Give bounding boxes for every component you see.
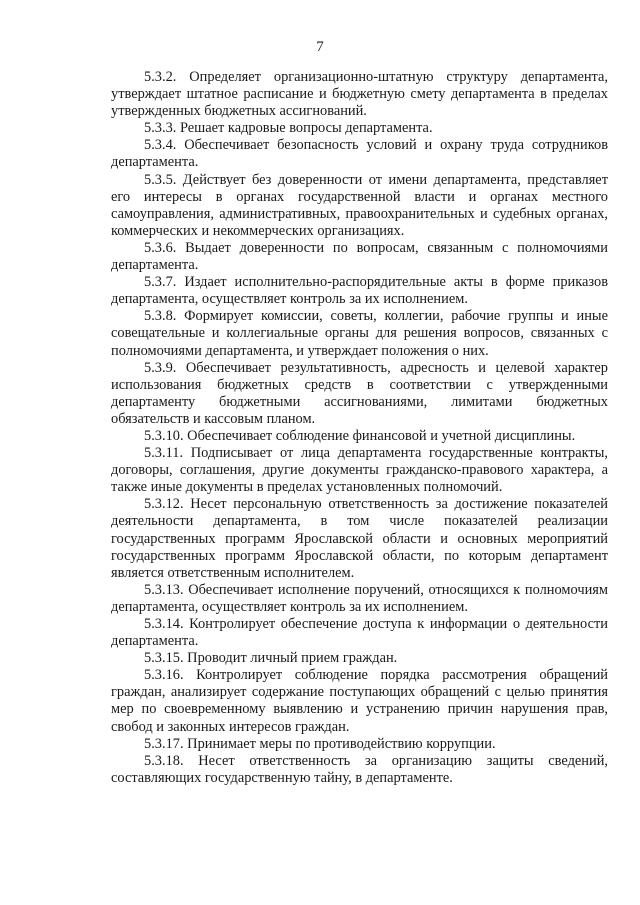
body-text <box>111 69 608 787</box>
paragraph-5-3-2: 5.3.2. Определяет организационно-штатную структуру департамента, утверждает штатное расписание и бюджетную смету департамента в пределах утвержденных бюджетных ассигнований. <box>111 69 608 120</box>
paragraph-5-3-6: 5.3.6. Выдает доверенности по вопросам, связанным с полномочиями департамента. <box>111 239 608 274</box>
paragraph-5-3-7: 5.3.7. Издает исполнительно-распорядительные акты в форме приказов департамента, осуществляет контроль за их исполнением. <box>111 274 608 308</box>
paragraph-5-3-17: 5.3.17. Принимает меры по противодействию коррупции. <box>144 735 496 752</box>
paragraph-5-3-14: 5.3.14. Контролирует обеспечение доступа к информации о деятельности департамента. <box>111 616 608 650</box>
paragraph-5-3-3: 5.3.3. Решает кадровые вопросы департамента. <box>144 120 433 137</box>
paragraph-5-3-15: 5.3.15. Проводит личный прием граждан. <box>144 650 398 667</box>
paragraph-5-3-13: 5.3.13. Обеспечивает исполнение поручений, относящихся к полномочиям департамента, осуществляет контроль за их исполнением. <box>111 581 608 615</box>
paragraph-5-3-18: 5.3.18. Несет ответственность за организацию защиты сведений, составляющих государственную тайну, в департаменте. <box>111 752 608 786</box>
paragraph-5-3-9: 5.3.9. Обеспечивает результативность, адресность и целевой характер использования бюджетных средств в соответствии с утвержденными департаменту бюджетными ассигнованиями, лимитами бюджетных обязательств и кассовым планом. <box>111 359 608 427</box>
paragraph-5-3-8: 5.3.8. Формирует комиссии, советы, коллегии, рабочие группы и иные совещательные и коллегиальные органы для решения вопросов, связанных с полномочиями департамента, и утверждает положения о них. <box>111 308 608 359</box>
paragraph-5-3-16: 5.3.16. Контролирует соблюдение порядка рассмотрения обращений граждан, анализирует содержание поступающих обращений с целью принятия мер по своевременному выявлению и устранению причин нарушения прав, свобод и законных интересов граждан. <box>111 667 608 735</box>
page-number: 7 <box>316 39 324 55</box>
paragraph-5-3-4: 5.3.4. Обеспечивает безопасность условий и охрану труда сотрудников департамента. <box>111 137 608 171</box>
paragraph-5-3-11: 5.3.11. Подписывает от лица департамента государственные контракты, договоры, соглашения, другие документы гражданско-правового характера, а также иные документы в пределах установленных полномочий. <box>111 445 608 496</box>
paragraph-5-3-10: 5.3.10. Обеспечивает соблюдение финансовой и учетной дисциплины. <box>144 427 576 444</box>
paragraph-5-3-12: 5.3.12. Несет персональную ответственность за достижение показателей деятельности департамента, в том числе показателей реализации государственных программ Ярославской области и основных мероприятий государственных программ Ярославской области, по которым департамент является ответственным исполнителем. <box>111 496 608 581</box>
paragraph-5-3-5: 5.3.5. Действует без доверенности от имени департамента, представляет его интересы в органах государственной власти и органах местного самоуправления, административных, правоохранительных и судебных органах, коммерческих и некоммерческих организациях. <box>111 171 608 239</box>
